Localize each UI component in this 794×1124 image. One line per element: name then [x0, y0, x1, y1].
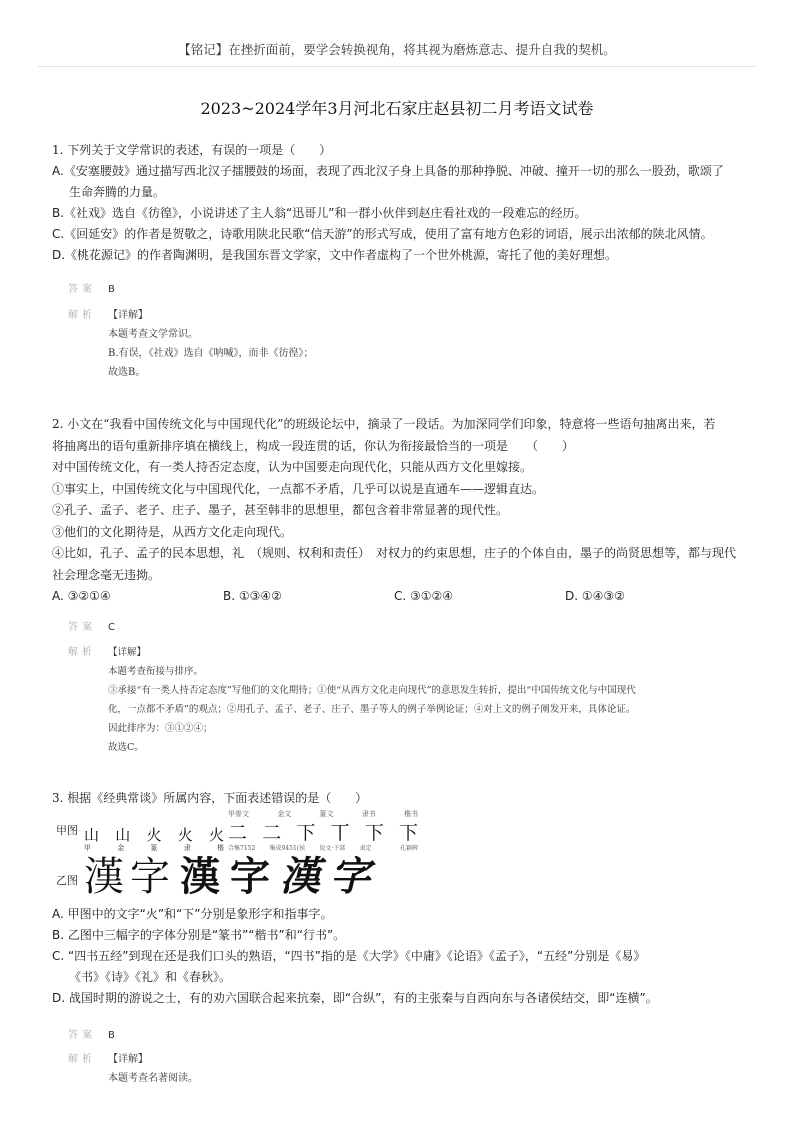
answer-block [68, 618, 115, 637]
regular-script-glyph: 字 [230, 853, 270, 900]
option-d: D. 战国时期的游说之士，有的劝六国联合起来抗秦，即“合纵”，有的主张秦与自西向东与各诸侯结交，即“连横”。 [52, 991, 658, 1005]
down-glyph: 下 [364, 822, 384, 844]
down-glyph: 下 [398, 822, 418, 844]
option-c: C. “四书五经”到现在还是我们口头的熟语，“四书”指的是《大学》《中庸》《论语》《孟子》，“五经”分别是《易》 [52, 949, 646, 963]
option-a: A.《安塞腰鼓》通过描写西北汉子擂腰鼓的场面，表现了西北汉子身上具备的那种挣脱、冲破、撞开一切的那么一股劲，歌颂了 [52, 164, 724, 178]
question-stem: 2. 小文在“我看中国传统文化与中国现代化”的班级论坛中，摘录了一段话。为加深同学们印象，特意将一些语句抽离出来，若 [52, 417, 716, 431]
option-b: B. 乙图中三幅字的字体分别是“篆书”“楷书”和“行书”。 [52, 928, 346, 942]
question-stem: 将抽离出的语句重新排序填在横线上，构成一段连贯的话，你认为衔接最恰当的一项是 （ ） [52, 438, 575, 453]
fire-caption: 隶 [183, 844, 191, 852]
question-3-stem: 3. 根据《经典常谈》所属内容，下面表述错误的是（ ） [52, 791, 368, 805]
fire-caption: 篆 [150, 844, 158, 852]
analysis-label: 解析 [68, 310, 96, 321]
answer-value: B [108, 284, 115, 295]
fire-glyph: 山 [115, 826, 131, 844]
analysis-line: ③承接“有一类人持否定态度”写他们的文化期待；①使“从西方文化走向现代”的意思发生转折，提出“中国传统文化与中国现代 [108, 685, 636, 696]
option-b: B. ①③④② [223, 589, 282, 603]
down-caption: 集成9451(侯 [269, 845, 306, 852]
passage-line: ①事实上，中国传统文化与中国现代化，一点都不矛盾，几乎可以说是直通车——逻辑直达。 [52, 481, 545, 496]
answer-label: 答案 [68, 284, 96, 295]
option-c: C. ③①②④ [394, 589, 454, 603]
option-c: C.《回延安》的作者是贺敬之，诗歌用陕北民歌“信天游”的形式写成，使用了富有地方色彩的词语，展示出浓郁的陕北风情。 [52, 227, 713, 241]
fire-glyph: 火 [208, 826, 224, 844]
option-a-continued: 生命奔腾的力量。 [69, 185, 166, 199]
fire-glyph: 火 [177, 826, 193, 844]
fire-caption: 甲 [84, 844, 91, 852]
down-glyph: 二 [228, 822, 248, 844]
analysis-line: 【详解】 [108, 647, 147, 658]
analysis-line: 本题考查文学常识。 [108, 329, 198, 340]
regular-script-glyph: 漢 [180, 853, 220, 900]
answer-label: 答案 [68, 1030, 96, 1041]
analysis-label: 解析 [68, 1054, 96, 1065]
passage-line: ③他们的文化期待是，从西方文化走向现代。 [52, 524, 293, 539]
motto-banner: 【铭记】在挫折面前，要学会转换视角，将其视为磨炼意志、提升自我的契机。 [178, 42, 616, 57]
fire-caption: 楷 [217, 844, 224, 852]
analysis-block [68, 306, 314, 386]
passage-line: ②孔子、孟子、老子、庄子、墨子，甚至韩非的思想里，都包含着非常显著的现代性。 [52, 503, 509, 517]
header-divider [38, 66, 756, 67]
analysis-line: 故选B。 [108, 367, 146, 378]
analysis-line: 本题考查衔接与排序。 [108, 666, 204, 677]
running-script-glyph: 字 [330, 853, 370, 900]
passage-line: 对中国传统文化，有一类人持否定态度，认为中国要走向现代化，只能从西方文化里嫁接。 [52, 460, 533, 474]
down-header: 金文 [277, 810, 292, 818]
figure-a-down [228, 810, 418, 856]
question-3-options [52, 904, 752, 1009]
down-header: 隶书 [361, 810, 376, 818]
down-header: 甲骨文 [228, 810, 249, 818]
answer-block [68, 280, 115, 299]
running-script-glyph: 漢 [280, 853, 320, 900]
analysis-label: 解析 [68, 647, 96, 658]
answer-value: C [108, 622, 115, 633]
analysis-line: 【详解】 [108, 1054, 148, 1065]
fire-glyph: 山 [84, 826, 100, 844]
down-glyph: 丅 [330, 822, 350, 844]
fire-caption: 金 [117, 844, 125, 852]
analysis-line: 化，一点都不矛盾”的观点；②用孔子、孟子、老子、庄子、墨子等人的例子举例论证；④对上文的例子阐发开来，具体论证。 [108, 704, 636, 715]
analysis-line: 本题考查名著阅读。 [108, 1073, 198, 1084]
down-caption: 说文·下部 [319, 845, 346, 852]
option-a: A. ③②①④ [52, 589, 111, 603]
down-caption: 合集7152 [228, 845, 256, 852]
down-caption: 孔颖碑 [399, 845, 418, 852]
figure-a-label: 甲图 [56, 824, 78, 837]
passage-line: ④比如，孔子、孟子的民本思想，礼 （规则、权利和责任） 对权力的约束思想，庄子的个体自由，墨子的尚贤思想等，都与现代 [52, 546, 737, 560]
fire-glyph: 火 [146, 826, 162, 844]
seal-script-glyph: 漢 [84, 854, 120, 900]
analysis-line: 因此排序为：③①②④； [108, 723, 213, 734]
options-row [52, 586, 752, 607]
figure-b-label: 乙图 [56, 874, 78, 887]
option-b: B.《社戏》选自《彷徨》，小说讲述了主人翁“迅哥儿”和一群小伙伴到赵庄看社戏的一段难忘的经历。 [52, 206, 587, 220]
page-title: 2023~2024学年3月河北石家庄赵县初二月考语文试卷 [200, 99, 594, 118]
passage-line: 社会理念毫无违拗。 [52, 567, 161, 582]
down-glyph: 二 [262, 822, 282, 844]
answer-block [68, 1026, 115, 1045]
seal-script-glyph: 字 [130, 854, 170, 900]
down-header: 篆文 [319, 810, 334, 818]
question-stem: 1. 下列关于文学常识的表述，有误的一项是（ ） [52, 143, 332, 157]
analysis-line: B.有误，《社戏》选自《呐喊》，而非《彷徨》； [108, 348, 314, 359]
down-glyph: 下 [296, 822, 316, 844]
analysis-block [68, 643, 636, 753]
option-a: A. 甲图中的文字“火”和“下”分别是象形字和指事字。 [52, 907, 333, 921]
option-c-continued: 《书》《诗》《礼》和《春秋》。 [69, 970, 232, 984]
down-caption: 隶定 [359, 845, 372, 852]
down-header: 楷书 [404, 810, 418, 818]
question-1 [52, 140, 752, 266]
answer-label: 答案 [68, 622, 96, 633]
option-d: D. ①④③② [565, 589, 625, 603]
analysis-line: 故选C。 [108, 742, 144, 753]
figure-b-calligraphy [84, 852, 429, 902]
analysis-line: 【详解】 [108, 310, 148, 321]
option-d: D.《桃花源记》的作者陶渊明，是我国东晋文学家，文中作者虚构了一个世外桃源，寄托了他的美好理想。 [52, 248, 618, 262]
answer-value: B [108, 1030, 115, 1041]
analysis-block [68, 1050, 198, 1090]
question-2 [52, 414, 752, 586]
